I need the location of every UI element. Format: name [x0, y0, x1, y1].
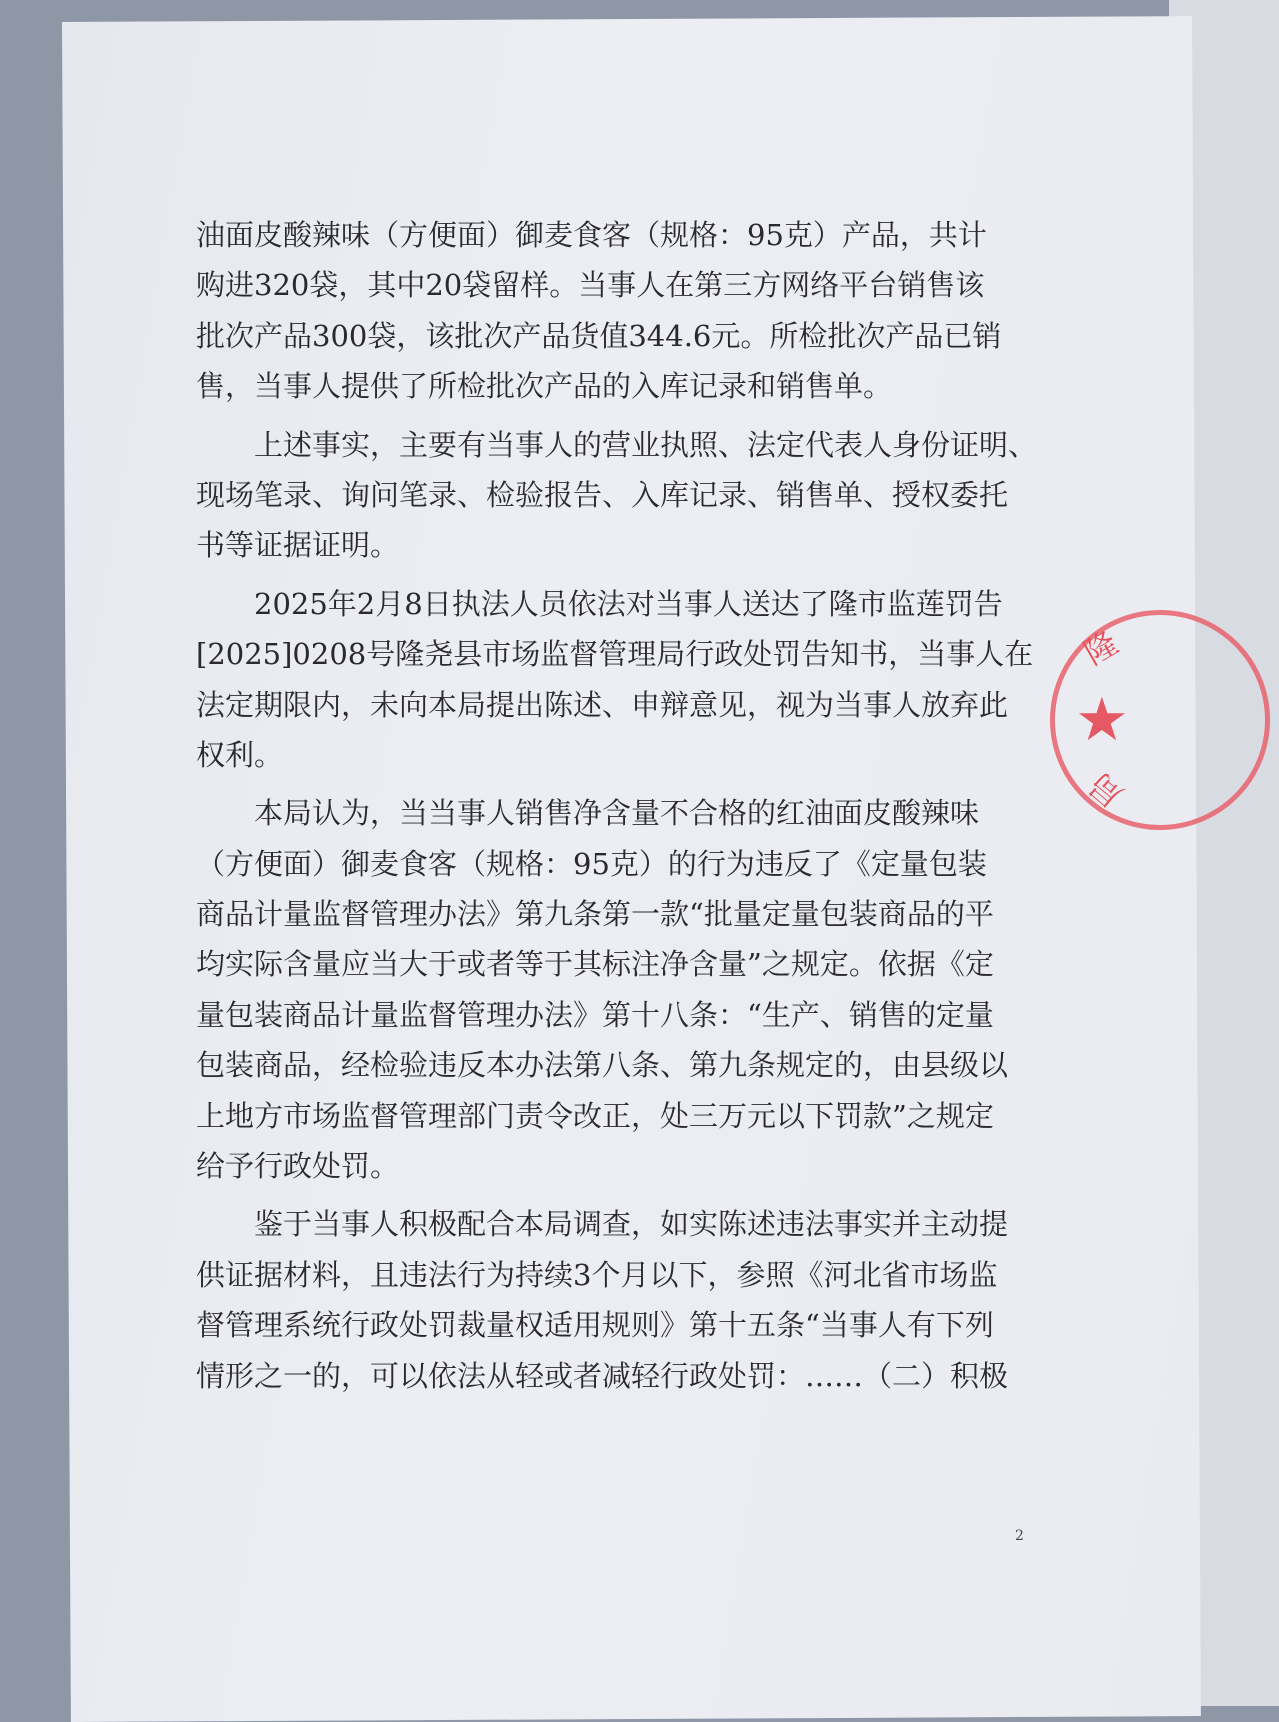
- text-line: 情形之一的，可以依法从轻或者减轻行政处罚：……（二）积极: [196, 1358, 1009, 1393]
- text-line: 书等证据证明。: [196, 528, 400, 563]
- paragraph-gap: [196, 571, 978, 579]
- seal-lettering: 局: [1081, 765, 1131, 815]
- text-line: 售，当事人提供了所检批次产品的入库记录和销售单。: [196, 369, 893, 404]
- seal-star-icon: ★: [1075, 685, 1129, 755]
- text-line: 批次产品300袋，该批次产品货值344.6元。所检批次产品已销: [196, 318, 1002, 353]
- document-body: [196, 210, 1038, 1401]
- paragraph-gap: [196, 412, 978, 420]
- text-line: 法定期限内，未向本局提出陈述、申辩意见，视为当事人放弃此: [196, 687, 1009, 722]
- text-line: （方便面）御麦食客（规格：95克）的行为违反了《定量包装: [196, 846, 987, 881]
- text-line: 权利。: [196, 737, 284, 772]
- text-line: 油面皮酸辣味（方便面）御麦食客（规格：95克）产品，共计: [196, 218, 987, 252]
- text-line: 供证据材料，且违法行为持续3个月以下，参照《河北省市场监: [196, 1257, 998, 1292]
- text-line: 均实际含量应当大于或者等于其标注净含量”之规定。依据《定: [196, 947, 994, 982]
- seal-lettering: 隆: [1077, 623, 1125, 673]
- text-line: 给予行政处罚。: [196, 1149, 400, 1184]
- text-line: 本局认为，当当事人销售净含量不合格的红油面皮酸辣味: [254, 796, 980, 831]
- text-line: 2025年2月8日执法人员依法对当事人送达了隆市监莲罚告: [254, 586, 1003, 621]
- paragraph-gap: [196, 780, 978, 788]
- text-line: 上地方市场监督管理部门责令改正，处三万元以下罚款”之规定: [196, 1098, 994, 1133]
- page-number: 2: [1015, 1528, 1024, 1544]
- text-line: 商品计量监督管理办法》第九条第一款“批量定量包装商品的平: [196, 897, 994, 932]
- text-line: 上述事实，主要有当事人的营业执照、法定代表人身份证明、: [254, 427, 1038, 462]
- text-line: 督管理系统行政处罚裁量权适用规则》第十五条“当事人有下列: [196, 1308, 994, 1343]
- text-line: 量包装商品计量监督管理办法》第十八条：“生产、销售的定量: [196, 997, 994, 1032]
- text-line: 现场笔录、询问笔录、检验报告、入库记录、销售单、授权委托: [196, 477, 1009, 512]
- text-line: 包装商品，经检验违反本办法第八条、第九条规定的，由县级以: [196, 1048, 1009, 1083]
- paragraph-gap: [196, 1191, 978, 1199]
- text-line: 鉴于当事人积极配合本局调查，如实陈述违法事实并主动提: [254, 1207, 1009, 1242]
- text-line: 购进320袋，其中20袋留样。当事人在第三方网络平台销售该: [196, 268, 985, 303]
- text-line: [2025]0208号隆尧县市场监督管理局行政处罚告知书，当事人在: [196, 637, 1034, 672]
